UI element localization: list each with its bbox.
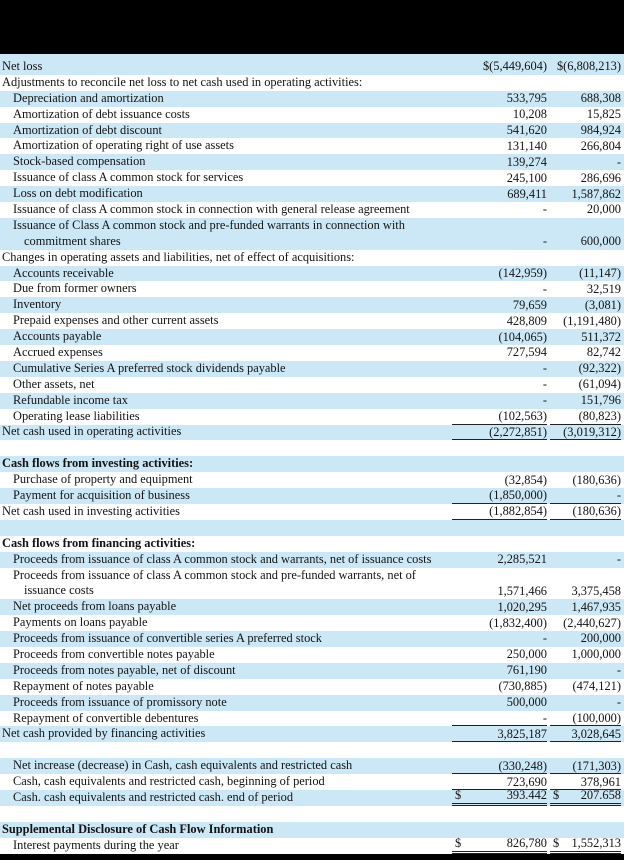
amount-current-period: - bbox=[452, 711, 547, 727]
table-row bbox=[0, 297, 624, 313]
amount-current-period: - bbox=[542, 281, 547, 296]
amount-prior-period: 984,924 bbox=[580, 122, 621, 137]
amount-prior-period bbox=[550, 788, 621, 806]
amount-prior-period: (171,303) bbox=[550, 759, 621, 775]
amount-current-period bbox=[452, 535, 547, 536]
amount-prior-period: 1,587,862 bbox=[571, 186, 621, 201]
row-label: Interest payments during the year bbox=[13, 837, 179, 852]
row-label: Due from former owners bbox=[13, 281, 137, 296]
amount-prior-period: $(6,808,213) bbox=[556, 59, 621, 74]
amount-current-period: (330,248) bbox=[452, 759, 547, 775]
table-row bbox=[0, 345, 624, 361]
row-label: Proceeds from issuance of class A common stock and pre-funded warrants, net of issuance costs bbox=[13, 567, 416, 598]
row-label: Loss on debt modification bbox=[13, 186, 143, 201]
row-label: Issuance of class A common stock in connection with general release agreement bbox=[13, 202, 410, 216]
amount-prior-period: (180,636) bbox=[572, 472, 621, 487]
table-row bbox=[0, 138, 624, 154]
table-row bbox=[0, 75, 624, 91]
row-label: Net proceeds from loans payable bbox=[13, 599, 177, 614]
amount-current-period: $(5,449,604) bbox=[482, 59, 547, 74]
row-label: Net cash used in operating activities bbox=[2, 424, 182, 439]
amount-value: 826,780 bbox=[506, 836, 547, 851]
row-label: Proceeds from notes payable, net of discount bbox=[13, 662, 236, 677]
row-label: Other assets, net bbox=[13, 376, 95, 391]
table-row bbox=[0, 536, 624, 552]
amount-prior-period: 3,028,645 bbox=[550, 727, 621, 743]
amount-current-period: 250,000 bbox=[506, 647, 547, 662]
amount-current-period: 761,190 bbox=[506, 663, 547, 678]
amount-current-period: (102,563) bbox=[452, 409, 547, 425]
spacer-row bbox=[0, 520, 624, 536]
amount-current-period: - bbox=[542, 393, 547, 408]
amount-current-period bbox=[452, 836, 547, 854]
table-row bbox=[0, 726, 624, 742]
table-row bbox=[0, 170, 624, 186]
amount-prior-period: - bbox=[550, 488, 621, 504]
amount-prior-period: (80,823) bbox=[550, 409, 621, 425]
row-label: Net increase (decrease) in Cash, cash equivalents and restricted cash bbox=[13, 758, 353, 773]
row-label: Net cash used in investing activities bbox=[2, 503, 180, 518]
amount-current-period: 1,020,295 bbox=[497, 599, 547, 614]
row-label: Cash flows from investing activities: bbox=[2, 456, 194, 471]
row-label: Repayment of notes payable bbox=[13, 678, 154, 693]
amount-prior-period: (1,191,480) bbox=[563, 313, 621, 328]
table-row bbox=[0, 313, 624, 329]
amount-current-period: 1,571,466 bbox=[497, 583, 547, 598]
dollar-sign: $ bbox=[553, 788, 560, 803]
spacer-row bbox=[0, 440, 624, 456]
bottom-border-bar bbox=[0, 854, 624, 860]
amount-current-period: (2,272,851) bbox=[452, 425, 547, 441]
table-row bbox=[0, 281, 624, 297]
amount-current-period: - bbox=[542, 202, 547, 217]
amount-prior-period: 266,804 bbox=[580, 138, 621, 153]
amount-prior-period: 1,467,935 bbox=[571, 599, 621, 614]
amount-current-period: - bbox=[542, 631, 547, 646]
table-row bbox=[0, 91, 624, 107]
amount-current-period: 428,809 bbox=[506, 313, 547, 328]
row-label: Amortization of debt discount bbox=[13, 122, 163, 137]
table-row bbox=[0, 377, 624, 393]
amount-value: 393.442 bbox=[506, 788, 547, 803]
amount-prior-period: - bbox=[616, 695, 621, 710]
row-label: Issuance of class A common stock for services bbox=[13, 170, 244, 185]
amount-prior-period: 688,308 bbox=[580, 91, 621, 106]
table-row bbox=[0, 393, 624, 409]
table-row bbox=[0, 59, 624, 75]
amount-prior-period: (3,019,312) bbox=[550, 425, 621, 441]
row-label: Amortization of debt issuance costs bbox=[13, 106, 190, 121]
amount-prior-period: 600,000 bbox=[580, 234, 621, 249]
amount-current-period bbox=[452, 821, 547, 822]
table-row bbox=[0, 425, 624, 441]
row-label: Prepaid expenses and other current assets bbox=[13, 313, 219, 328]
table-row bbox=[0, 679, 624, 695]
amount-prior-period: (3,081) bbox=[584, 297, 621, 312]
amount-prior-period: - bbox=[616, 154, 621, 169]
amount-current-period bbox=[452, 788, 547, 806]
table-row bbox=[0, 695, 624, 711]
table-row bbox=[0, 599, 624, 615]
amount-prior-period: 378,961 bbox=[550, 775, 621, 791]
table-row bbox=[0, 154, 624, 170]
row-label: Refundable income tax bbox=[13, 392, 128, 407]
amount-prior-period: 200,000 bbox=[580, 631, 621, 646]
amount-prior-period: 20,000 bbox=[586, 202, 621, 217]
table-row bbox=[0, 647, 624, 663]
amount-current-period: (1,832,400) bbox=[489, 615, 547, 630]
table-row bbox=[0, 329, 624, 345]
amount-prior-period: (100,000) bbox=[550, 711, 621, 727]
row-label: Payment for acquisition of business bbox=[13, 488, 190, 503]
dollar-sign: $ bbox=[455, 836, 462, 851]
amount-current-period: 10,208 bbox=[512, 107, 547, 122]
table-row bbox=[0, 186, 624, 202]
row-label: Cash, cash equivalents and restricted cash, beginning of period bbox=[13, 774, 325, 789]
amount-current-period: 723,690 bbox=[452, 775, 547, 791]
amount-prior-period: 286,696 bbox=[580, 170, 621, 185]
amount-current-period: (142,959) bbox=[498, 265, 547, 280]
amount-value: 1,552,313 bbox=[571, 836, 621, 851]
amount-current-period: 727,594 bbox=[506, 345, 547, 360]
row-label: Adjustments to reconcile net loss to net cash used in operating activities: bbox=[2, 74, 363, 89]
table-row bbox=[0, 266, 624, 282]
table-row bbox=[0, 663, 624, 679]
amount-current-period: 131,140 bbox=[506, 138, 547, 153]
row-label: Repayment of convertible debentures bbox=[13, 710, 199, 725]
row-label: Cash flows from financing activities: bbox=[2, 535, 196, 550]
dollar-sign: $ bbox=[455, 788, 462, 803]
amount-prior-period bbox=[550, 836, 621, 854]
row-label: Operating lease liabilities bbox=[13, 408, 140, 423]
table-row bbox=[0, 631, 624, 647]
amount-prior-period: 82,742 bbox=[586, 345, 621, 360]
amount-prior-period: - bbox=[616, 663, 621, 678]
row-label: Proceeds from issuance of convertible series A preferred stock bbox=[13, 631, 322, 646]
row-label: Accounts payable bbox=[13, 329, 102, 344]
amount-prior-period bbox=[550, 821, 621, 822]
table-row bbox=[0, 615, 624, 631]
table-row bbox=[0, 568, 624, 600]
amount-prior-period: (92,322) bbox=[578, 361, 621, 376]
cashflow-table bbox=[0, 59, 624, 854]
amount-prior-period: (11,147) bbox=[579, 265, 621, 280]
table-row bbox=[0, 552, 624, 568]
amount-current-period: (1,850,000) bbox=[452, 488, 547, 504]
table-row bbox=[0, 250, 624, 266]
amount-current-period: 500,000 bbox=[506, 695, 547, 710]
amount-prior-period: (474,121) bbox=[572, 679, 621, 694]
row-label: Amortization of operating right of use assets bbox=[13, 138, 234, 153]
table-row bbox=[0, 202, 624, 218]
row-label: Net cash provided by financing activities bbox=[2, 726, 206, 741]
amount-prior-period: 3,375,458 bbox=[571, 583, 621, 598]
amount-prior-period: 151,796 bbox=[580, 393, 621, 408]
row-label: Proceeds from issuance of class A common stock and warrants, net of issuance costs bbox=[13, 551, 432, 566]
amount-current-period bbox=[452, 455, 547, 456]
amount-prior-period: 32,519 bbox=[586, 281, 621, 296]
table-row bbox=[0, 711, 624, 727]
row-label: Cumulative Series A preferred stock dividends payable bbox=[13, 360, 286, 375]
table-row bbox=[0, 790, 624, 806]
amount-prior-period bbox=[550, 535, 621, 536]
row-label: Purchase of property and equipment bbox=[13, 472, 193, 487]
row-label: Net loss bbox=[2, 58, 43, 73]
amount-prior-period bbox=[550, 455, 621, 456]
table-row bbox=[0, 218, 624, 250]
amount-current-period: (32,854) bbox=[504, 472, 547, 487]
table-row bbox=[0, 456, 624, 472]
amount-current-period: - bbox=[542, 361, 547, 376]
row-label: Changes in operating assets and liabilities, net of effect of acquisitions: bbox=[2, 249, 355, 264]
table-row bbox=[0, 472, 624, 488]
spacer-row bbox=[0, 742, 624, 758]
row-label: Accounts receivable bbox=[13, 265, 114, 280]
table-row bbox=[0, 361, 624, 377]
row-label: Issuance of Class A common stock and pre-funded warrants in connection with commitment shares bbox=[13, 217, 405, 248]
row-label: Cash. cash equivalents and restricted cash. end of period bbox=[13, 789, 294, 804]
amount-current-period: 245,100 bbox=[506, 170, 547, 185]
table-row bbox=[0, 488, 624, 504]
row-label: Proceeds from issuance of promissory note bbox=[13, 694, 227, 709]
amount-prior-period: - bbox=[616, 552, 621, 567]
table-row bbox=[0, 123, 624, 139]
amount-prior-period: 1,000,000 bbox=[571, 647, 621, 662]
row-label: Supplemental Disclosure of Cash Flow Information bbox=[2, 821, 274, 836]
row-label: Inventory bbox=[13, 297, 62, 312]
amount-current-period: 3,825,187 bbox=[452, 727, 547, 743]
amount-current-period: 139,274 bbox=[506, 154, 547, 169]
table-row bbox=[0, 758, 624, 774]
spacer-row bbox=[0, 806, 624, 822]
row-label: Payments on loans payable bbox=[13, 615, 148, 630]
row-label: Depreciation and amortization bbox=[13, 90, 164, 105]
amount-prior-period: 511,372 bbox=[581, 329, 621, 344]
amount-current-period: 689,411 bbox=[507, 186, 547, 201]
amount-prior-period: 15,825 bbox=[586, 107, 621, 122]
row-label: Stock-based compensation bbox=[13, 154, 146, 169]
table-row bbox=[0, 107, 624, 123]
amount-current-period: 79,659 bbox=[512, 297, 547, 312]
redacted-header-bar bbox=[0, 0, 624, 54]
row-label: Proceeds from convertible notes payable bbox=[13, 646, 215, 661]
table-row bbox=[0, 838, 624, 854]
amount-current-period: 2,285,521 bbox=[497, 552, 547, 567]
amount-value: 207.658 bbox=[580, 788, 621, 803]
amount-prior-period: (2,440,627) bbox=[563, 615, 621, 630]
amount-current-period: 533,795 bbox=[506, 91, 547, 106]
dollar-sign: $ bbox=[553, 836, 560, 851]
amount-prior-period: (61,094) bbox=[578, 377, 621, 392]
amount-current-period: (730,885) bbox=[498, 679, 547, 694]
amount-current-period: 541,620 bbox=[506, 122, 547, 137]
table-row bbox=[0, 504, 624, 520]
amount-current-period: - bbox=[542, 234, 547, 249]
row-label: Accrued expenses bbox=[13, 345, 103, 360]
amount-current-period: - bbox=[542, 377, 547, 392]
amount-prior-period: (180,636) bbox=[550, 504, 621, 520]
table-row bbox=[0, 409, 624, 425]
amount-current-period: (104,065) bbox=[498, 329, 547, 344]
amount-current-period: (1,882,854) bbox=[452, 504, 547, 520]
